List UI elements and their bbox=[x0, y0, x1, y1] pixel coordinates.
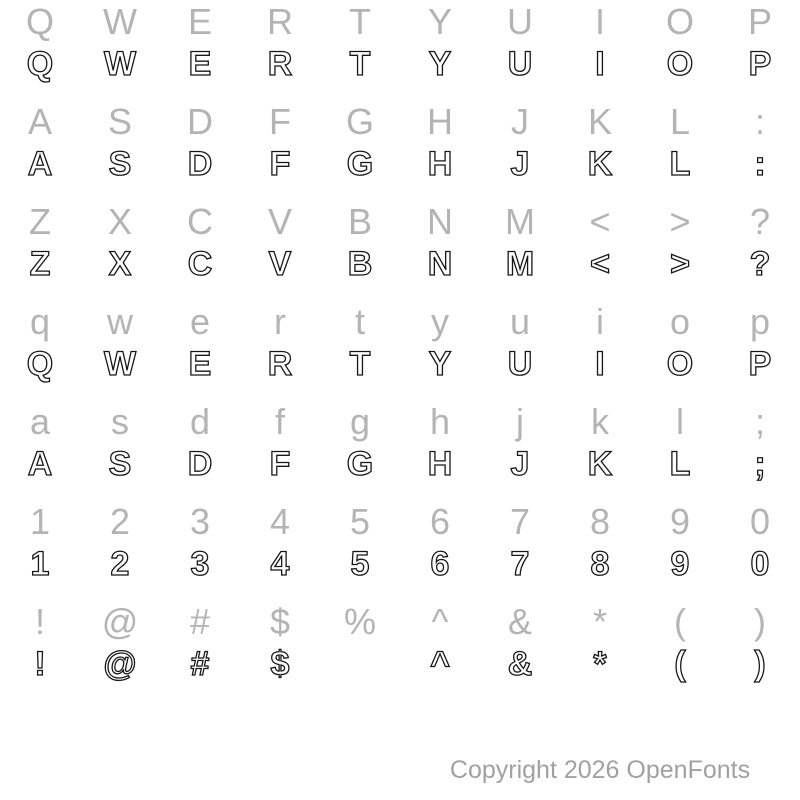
reference-glyph: O bbox=[665, 1, 694, 42]
rendered-glyph: G bbox=[346, 145, 374, 183]
lowercase-top-row-reference bbox=[0, 300, 800, 344]
reference-glyph: 2 bbox=[109, 501, 131, 542]
rendered-glyph: # bbox=[190, 645, 210, 683]
rendered-glyph: Y bbox=[428, 45, 452, 83]
rendered-glyph: N bbox=[427, 245, 453, 283]
uppercase-top-row-rendered bbox=[0, 42, 800, 86]
reference-glyph: Z bbox=[29, 201, 51, 242]
reference-glyph: : bbox=[754, 101, 765, 142]
rendered-glyph: I bbox=[595, 345, 605, 383]
reference-glyph: @ bbox=[101, 601, 139, 642]
reference-glyph: ) bbox=[754, 601, 766, 642]
lowercase-home-row-rendered bbox=[0, 442, 800, 486]
rendered-glyph: K bbox=[587, 145, 613, 183]
reference-glyph: i bbox=[596, 301, 604, 342]
reference-glyph: d bbox=[189, 401, 211, 442]
reference-glyph: 1 bbox=[29, 501, 51, 542]
uppercase-bottom-row-reference bbox=[0, 200, 800, 244]
reference-glyph: A bbox=[27, 101, 52, 142]
reference-glyph: U bbox=[507, 1, 533, 42]
rendered-glyph: R bbox=[267, 345, 293, 383]
reference-glyph: % bbox=[343, 601, 376, 642]
reference-glyph: X bbox=[107, 201, 132, 242]
reference-glyph: e bbox=[189, 301, 211, 342]
rendered-glyph: : bbox=[754, 145, 766, 183]
rendered-glyph: W bbox=[103, 345, 137, 383]
reference-glyph: Y bbox=[427, 1, 452, 42]
reference-glyph: & bbox=[507, 601, 532, 642]
rendered-glyph bbox=[320, 642, 400, 686]
rendered-glyph: I bbox=[595, 45, 605, 83]
reference-glyph: < bbox=[589, 201, 611, 242]
reference-glyph: s bbox=[111, 401, 129, 442]
reference-glyph: E bbox=[187, 1, 212, 42]
reference-glyph: 9 bbox=[669, 501, 691, 542]
reference-glyph: r bbox=[274, 301, 286, 342]
rendered-glyph: S bbox=[108, 145, 132, 183]
rendered-glyph: E bbox=[188, 45, 212, 83]
reference-glyph: L bbox=[669, 101, 691, 142]
rendered-glyph: 8 bbox=[590, 545, 610, 583]
reference-glyph: l bbox=[676, 401, 684, 442]
rendered-glyph: J bbox=[510, 445, 530, 483]
reference-glyph: 0 bbox=[749, 501, 771, 542]
rendered-glyph: W bbox=[103, 45, 137, 83]
rendered-glyph: H bbox=[427, 145, 453, 183]
rendered-glyph: @ bbox=[103, 645, 137, 683]
rendered-glyph: 5 bbox=[350, 545, 370, 583]
reference-glyph: K bbox=[587, 101, 612, 142]
rendered-glyph: R bbox=[267, 45, 293, 83]
reference-glyph: I bbox=[594, 1, 605, 42]
rendered-glyph: P bbox=[748, 345, 772, 383]
rendered-glyph: Q bbox=[26, 345, 54, 383]
reference-glyph: ; bbox=[754, 401, 765, 442]
rendered-glyph: D bbox=[187, 145, 213, 183]
rendered-glyph: U bbox=[507, 45, 533, 83]
reference-glyph: o bbox=[669, 301, 691, 342]
reference-glyph: J bbox=[511, 101, 529, 142]
rendered-glyph: & bbox=[507, 645, 533, 683]
reference-glyph: S bbox=[107, 101, 132, 142]
rendered-glyph: 3 bbox=[190, 545, 210, 583]
rendered-glyph: T bbox=[349, 345, 371, 383]
rendered-glyph: U bbox=[507, 345, 533, 383]
reference-glyph: t bbox=[354, 301, 365, 342]
rendered-glyph: ) bbox=[754, 645, 766, 683]
rendered-glyph: $ bbox=[270, 645, 290, 683]
reference-glyph: # bbox=[189, 601, 211, 642]
reference-glyph: h bbox=[429, 401, 451, 442]
symbols-row-rendered bbox=[0, 642, 800, 686]
rendered-glyph: ? bbox=[749, 245, 771, 283]
reference-glyph: M bbox=[505, 201, 535, 242]
uppercase-top-row-reference bbox=[0, 0, 800, 44]
rendered-glyph: 7 bbox=[510, 545, 530, 583]
rendered-glyph: V bbox=[268, 245, 292, 283]
rendered-glyph: Y bbox=[428, 345, 452, 383]
rendered-glyph: 4 bbox=[270, 545, 290, 583]
rendered-glyph: L bbox=[669, 445, 691, 483]
rendered-glyph: ( bbox=[674, 645, 686, 683]
rendered-glyph: B bbox=[347, 245, 373, 283]
reference-glyph: F bbox=[269, 101, 291, 142]
rendered-glyph: > bbox=[670, 245, 690, 283]
reference-glyph: ( bbox=[674, 601, 686, 642]
rendered-glyph: A bbox=[27, 145, 53, 183]
reference-glyph: 3 bbox=[189, 501, 211, 542]
copyright-text: Copyright 2026 OpenFonts bbox=[449, 756, 751, 784]
reference-glyph: $ bbox=[269, 601, 291, 642]
rendered-glyph: G bbox=[346, 445, 374, 483]
reference-glyph: N bbox=[427, 201, 453, 242]
rendered-glyph: A bbox=[27, 445, 53, 483]
rendered-glyph: 2 bbox=[110, 545, 130, 583]
reference-glyph: g bbox=[349, 401, 371, 442]
rendered-glyph: Z bbox=[29, 245, 51, 283]
reference-glyph: w bbox=[107, 301, 133, 342]
reference-glyph: D bbox=[187, 101, 213, 142]
rendered-glyph: 6 bbox=[430, 545, 450, 583]
reference-glyph: ^ bbox=[431, 601, 449, 642]
reference-glyph: f bbox=[274, 401, 285, 442]
rendered-glyph: 1 bbox=[30, 545, 50, 583]
reference-glyph: Q bbox=[25, 1, 54, 42]
reference-glyph: H bbox=[427, 101, 453, 142]
glyph-row-pair-uppercase-top-row bbox=[0, 0, 800, 100]
lowercase-top-row-rendered bbox=[0, 342, 800, 386]
rendered-glyph: P bbox=[748, 45, 772, 83]
rendered-glyph: 9 bbox=[670, 545, 690, 583]
reference-glyph: 6 bbox=[429, 501, 451, 542]
digits-row-reference bbox=[0, 500, 800, 544]
reference-glyph: k bbox=[591, 401, 609, 442]
lowercase-home-row-reference bbox=[0, 400, 800, 444]
reference-glyph: q bbox=[29, 301, 51, 342]
reference-glyph: P bbox=[747, 1, 772, 42]
rendered-glyph: C bbox=[187, 245, 213, 283]
glyph-row-pair-uppercase-bottom-row bbox=[0, 200, 800, 300]
glyph-row-pair-lowercase-top-row bbox=[0, 300, 800, 400]
reference-glyph: u bbox=[509, 301, 531, 342]
rendered-glyph: ; bbox=[754, 445, 766, 483]
reference-glyph: 7 bbox=[509, 501, 531, 542]
reference-glyph: * bbox=[592, 601, 607, 642]
rendered-glyph: ! bbox=[34, 645, 46, 683]
reference-glyph: R bbox=[267, 1, 293, 42]
rendered-glyph: X bbox=[108, 245, 132, 283]
rendered-glyph: H bbox=[427, 445, 453, 483]
rendered-glyph: F bbox=[269, 145, 291, 183]
reference-glyph: 5 bbox=[349, 501, 371, 542]
rendered-glyph: 0 bbox=[750, 545, 770, 583]
glyph-row-pair-digits-row bbox=[0, 500, 800, 600]
uppercase-home-row-reference bbox=[0, 100, 800, 144]
rendered-glyph: L bbox=[669, 145, 691, 183]
rendered-glyph: M bbox=[505, 245, 535, 283]
reference-glyph: C bbox=[187, 201, 213, 242]
reference-glyph: ! bbox=[34, 601, 45, 642]
uppercase-home-row-rendered bbox=[0, 142, 800, 186]
rendered-glyph: * bbox=[593, 645, 607, 683]
reference-glyph: ? bbox=[749, 201, 771, 242]
reference-glyph: > bbox=[669, 201, 691, 242]
reference-glyph: G bbox=[345, 101, 374, 142]
rendered-glyph: S bbox=[108, 445, 132, 483]
rendered-glyph: D bbox=[187, 445, 213, 483]
rendered-glyph: O bbox=[666, 345, 694, 383]
reference-glyph: y bbox=[431, 301, 449, 342]
glyph-row-pair-uppercase-home-row bbox=[0, 100, 800, 200]
rendered-glyph: < bbox=[590, 245, 610, 283]
uppercase-bottom-row-rendered bbox=[0, 242, 800, 286]
rendered-glyph: J bbox=[510, 145, 530, 183]
glyph-row-pair-symbols-row bbox=[0, 600, 800, 700]
reference-glyph: W bbox=[103, 1, 137, 42]
rendered-glyph: O bbox=[666, 45, 694, 83]
digits-row-rendered bbox=[0, 542, 800, 586]
reference-glyph: B bbox=[347, 201, 372, 242]
rendered-glyph: F bbox=[269, 445, 291, 483]
rendered-glyph: E bbox=[188, 345, 212, 383]
symbols-row-reference bbox=[0, 600, 800, 644]
reference-glyph: T bbox=[349, 1, 371, 42]
rendered-glyph: K bbox=[587, 445, 613, 483]
reference-glyph: a bbox=[29, 401, 51, 442]
rendered-glyph: Q bbox=[26, 45, 54, 83]
glyph-row-pair-lowercase-home-row bbox=[0, 400, 800, 500]
reference-glyph: 8 bbox=[589, 501, 611, 542]
reference-glyph: j bbox=[516, 401, 524, 442]
reference-glyph: p bbox=[749, 301, 771, 342]
rendered-glyph: T bbox=[349, 45, 371, 83]
reference-glyph: V bbox=[267, 201, 292, 242]
rendered-glyph: ^ bbox=[430, 645, 450, 683]
reference-glyph: 4 bbox=[269, 501, 291, 542]
